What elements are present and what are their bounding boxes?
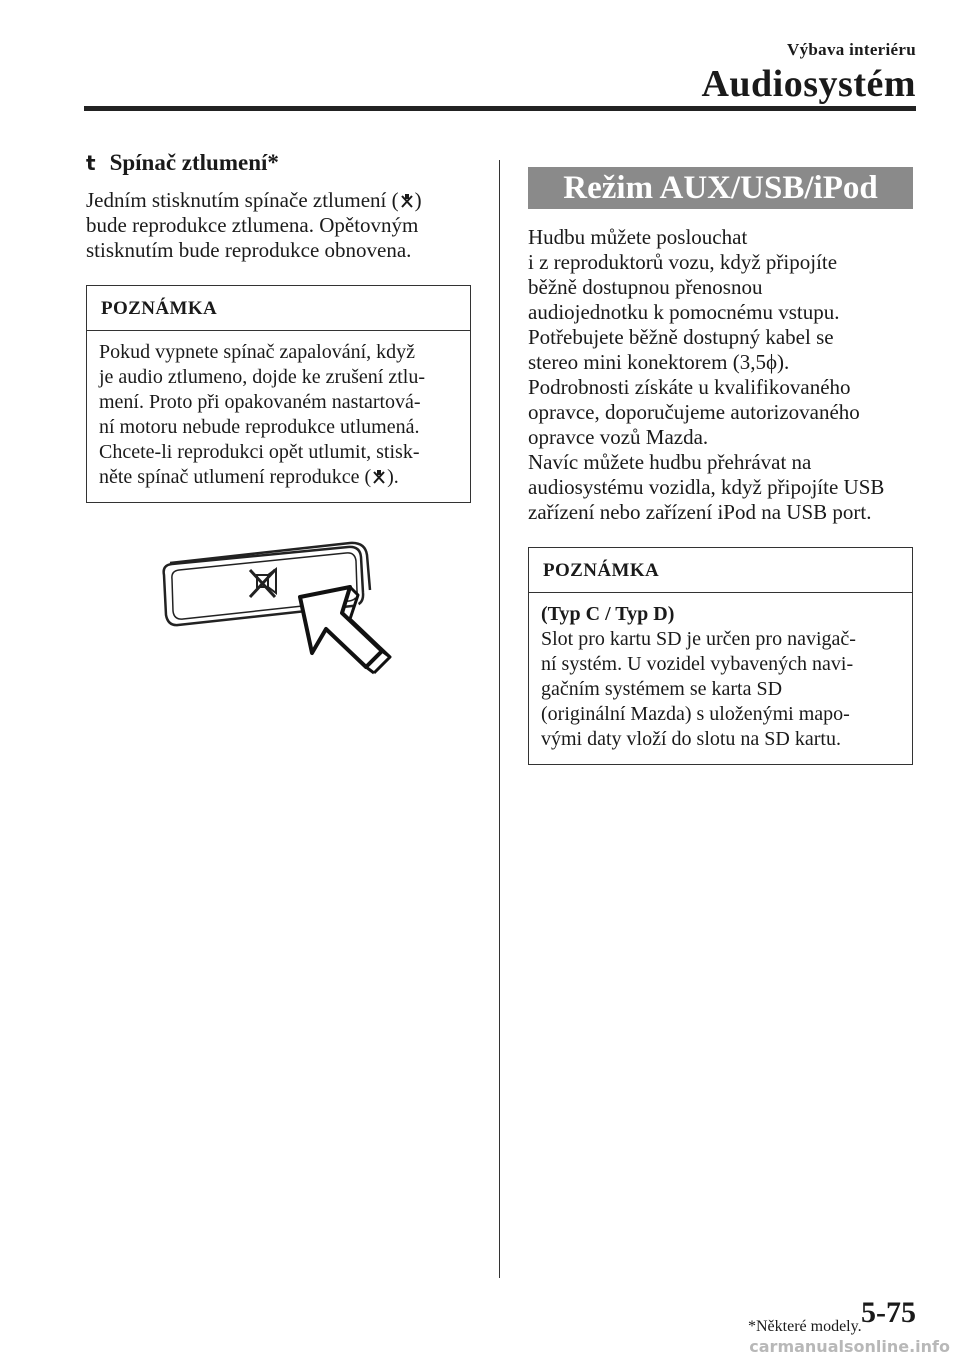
note-body: Pokud vypnete spínač zapalování, když je audio ztlumeno, dojde ke zrušení ztlu- mení. Proto při opakovaném nastartová- ní motoru nebude reprodukce utlumená. Chcete-li reprodukci opět utlumit, stisk- něte spínač utlumení reprodukce ( ). bbox=[99, 341, 426, 488]
page-title: Audiosystém bbox=[701, 63, 916, 105]
watermark: carmanualsonline.info bbox=[749, 1337, 950, 1356]
section-banner: Režim AUX/USB/iPod bbox=[528, 167, 913, 209]
mute-icon bbox=[371, 468, 387, 486]
left-column bbox=[86, 150, 471, 503]
note-title: POZNÁMKA bbox=[87, 286, 470, 331]
mute-button-illustration bbox=[150, 535, 400, 675]
note-body: (Typ C / Typ D) Slot pro kartu SD je určen pro navigač- ní systém. U vozidel vybavených navi- gačním systémem se karta SD (originální Mazda) s uloženými mapo- vými daty vloží do slotu na SD kartu. bbox=[529, 593, 912, 764]
heading-bullet: t bbox=[86, 151, 96, 175]
note-box-right bbox=[528, 547, 913, 765]
note-box-left bbox=[86, 285, 471, 503]
section-heading-mute bbox=[86, 150, 471, 176]
page-number: 5-75 bbox=[861, 1296, 916, 1329]
heading-text: Spínač ztlumení* bbox=[109, 150, 279, 175]
note-title: POZNÁMKA bbox=[529, 548, 912, 593]
right-column bbox=[528, 167, 913, 765]
header-section-label: Výbava interiéru bbox=[787, 40, 916, 59]
mute-paragraph: Jedním stisknutím spínače ztlumení ( ) bude reprodukce ztlumena. Opětovným stisknutím bude reprodukce obnovena. bbox=[86, 188, 422, 262]
footer-footnote: *Některé modely. bbox=[748, 1318, 862, 1335]
note-subtitle: (Typ C / Typ D) bbox=[541, 603, 675, 625]
aux-usb-paragraph: Hudbu můžete poslouchat i z reproduktorů vozu, když připojíte běžně dostupnou přenosnou audiojednotku k pomocnému vstupu. Potřebujete běžně dostupný kabel se stereo mini konektorem (3,5ϕ). Podrobnosti získáte u kvalifikovaného opravce, doporučujeme autorizovaného opravce vozů Mazda. Navíc můžete hudbu přehrávat na audiosystému vozidla, když připojíte USB zařízení nebo zařízení iPod na USB port. bbox=[528, 225, 885, 524]
header-rule bbox=[84, 106, 916, 111]
press-arrow-icon bbox=[300, 587, 390, 673]
column-divider bbox=[499, 160, 500, 1278]
mute-icon bbox=[399, 192, 415, 210]
